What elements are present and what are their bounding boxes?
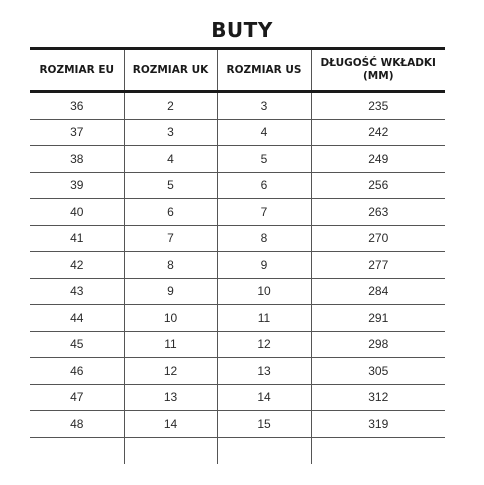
cell-us-size: 10 — [217, 278, 311, 305]
header-row — [30, 49, 445, 92]
table-row — [30, 278, 445, 305]
empty-cell — [30, 437, 124, 464]
table-row — [30, 411, 445, 438]
cell-insole-length: 291 — [311, 305, 445, 332]
cell-uk-size: 2 — [124, 92, 217, 120]
cell-uk-size: 8 — [124, 252, 217, 279]
cell-us-size: 12 — [217, 331, 311, 358]
cell-insole-length: 242 — [311, 119, 445, 146]
page-title: BUTY — [211, 18, 273, 42]
cell-insole-length: 263 — [311, 199, 445, 226]
cell-us-size: 15 — [217, 411, 311, 438]
cell-us-size: 6 — [217, 172, 311, 199]
cell-uk-size: 11 — [124, 331, 217, 358]
cell-eu-size: 41 — [70, 231, 84, 246]
cell-insole-length: 284 — [311, 278, 445, 305]
cell-insole-length: 312 — [311, 384, 445, 411]
cell-us-size: 4 — [217, 119, 311, 146]
size-chart-table — [30, 47, 445, 464]
cell-uk-size: 13 — [124, 384, 217, 411]
cell-eu-size: 44 — [70, 310, 84, 325]
table-row — [30, 199, 445, 226]
cell-eu-size: 39 — [70, 178, 84, 193]
cell-eu-size: 40 — [70, 204, 84, 219]
cell-eu-size: 42 — [70, 257, 84, 272]
cell-us-size: 11 — [217, 305, 311, 332]
table-row — [30, 358, 445, 385]
cell-us-size: 14 — [217, 384, 311, 411]
cell-insole-length: 249 — [311, 146, 445, 173]
cell-uk-size: 4 — [124, 146, 217, 173]
cell-eu-size: 46 — [70, 363, 84, 378]
table-body — [30, 92, 445, 464]
cell-us-size: 7 — [217, 199, 311, 226]
table-row — [30, 225, 445, 252]
cell-eu-size: 47 — [70, 390, 84, 405]
cell-eu-size: 36 — [70, 98, 84, 113]
empty-row — [30, 437, 445, 464]
empty-cell — [124, 437, 217, 464]
cell-us-size: 8 — [217, 225, 311, 252]
empty-cell — [217, 437, 311, 464]
cell-insole-length: 298 — [311, 331, 445, 358]
column-header-us-size: ROZMIAR US — [217, 49, 311, 92]
cell-insole-length: 305 — [311, 358, 445, 385]
cell-insole-length: 270 — [311, 225, 445, 252]
table-row — [30, 252, 445, 279]
cell-insole-length: 235 — [311, 92, 445, 120]
column-header-insole-length: DŁUGOŚĆ WKŁADKI (MM) — [311, 49, 445, 92]
cell-us-size: 5 — [217, 146, 311, 173]
table-header — [30, 49, 445, 92]
cell-eu-size: 37 — [70, 125, 84, 140]
table-row — [30, 331, 445, 358]
cell-uk-size: 7 — [124, 225, 217, 252]
table-row — [30, 384, 445, 411]
empty-cell — [311, 437, 445, 464]
table-row — [30, 92, 445, 120]
cell-insole-length: 256 — [311, 172, 445, 199]
column-header-eu-size: ROZMIAR EU — [39, 63, 115, 76]
cell-insole-length: 277 — [311, 252, 445, 279]
table-row — [30, 119, 445, 146]
cell-eu-size: 43 — [70, 284, 84, 299]
cell-uk-size: 10 — [124, 305, 217, 332]
cell-uk-size: 12 — [124, 358, 217, 385]
cell-uk-size: 14 — [124, 411, 217, 438]
cell-eu-size: 48 — [70, 416, 84, 431]
table-row — [30, 305, 445, 332]
cell-eu-size: 38 — [70, 151, 84, 166]
cell-us-size: 13 — [217, 358, 311, 385]
cell-uk-size: 9 — [124, 278, 217, 305]
cell-eu-size: 45 — [70, 337, 84, 352]
cell-uk-size: 3 — [124, 119, 217, 146]
cell-uk-size: 5 — [124, 172, 217, 199]
cell-insole-length: 319 — [311, 411, 445, 438]
cell-us-size: 3 — [217, 92, 311, 120]
table-row — [30, 172, 445, 199]
column-header-uk-size: ROZMIAR UK — [124, 49, 217, 92]
cell-us-size: 9 — [217, 252, 311, 279]
table-row — [30, 146, 445, 173]
cell-uk-size: 6 — [124, 199, 217, 226]
